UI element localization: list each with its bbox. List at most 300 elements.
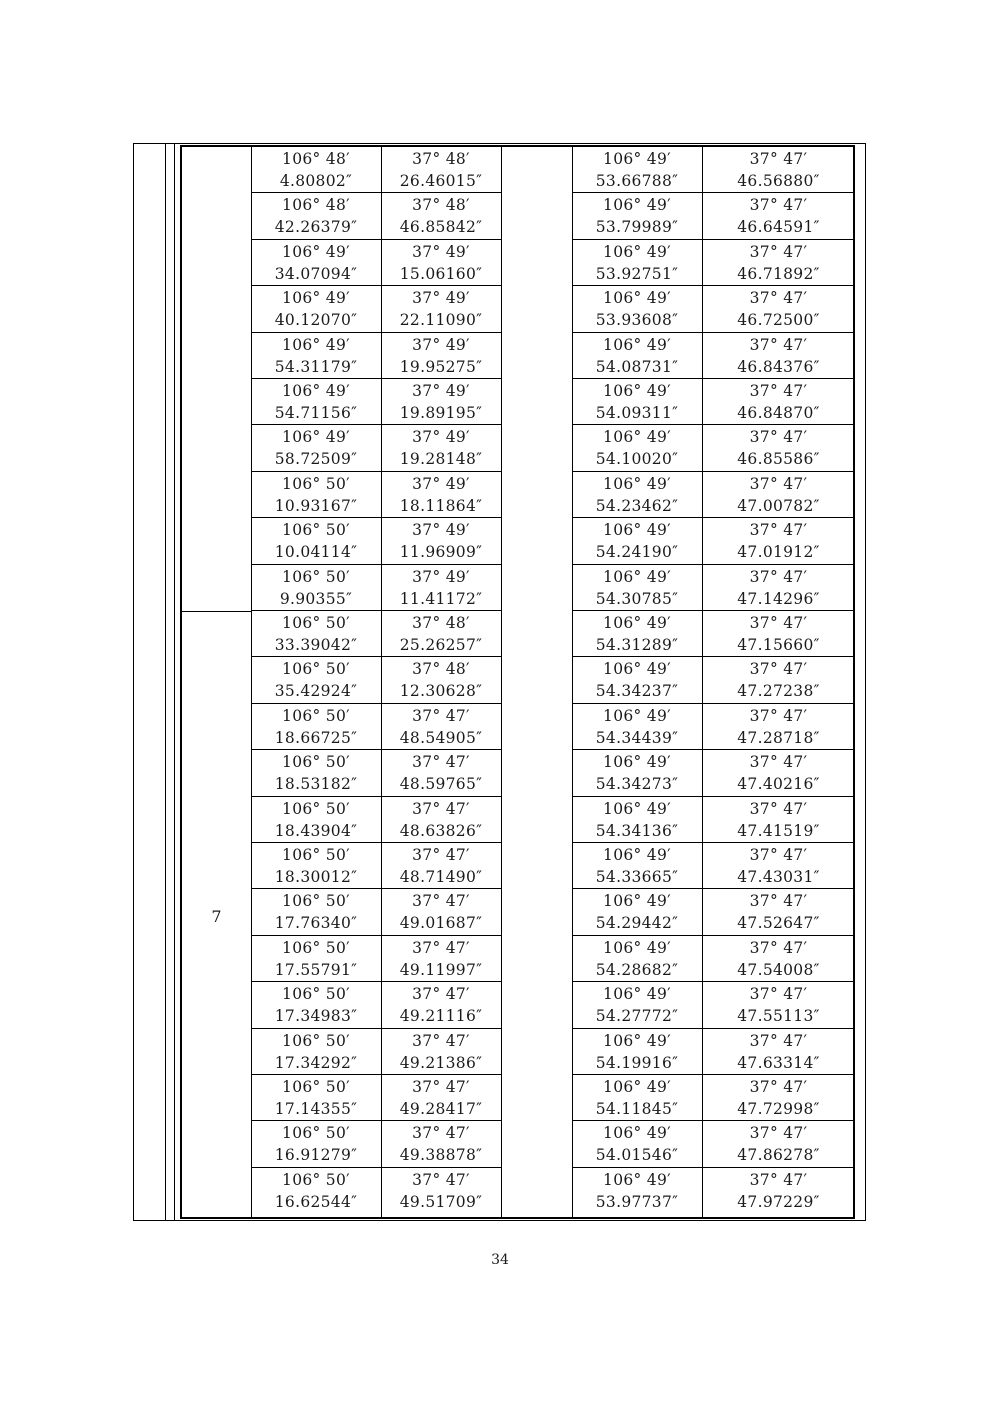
- degrees-minutes: 106° 50′: [282, 1031, 350, 1050]
- coordinate-cell: [381, 1168, 501, 1214]
- degrees-minutes: 106° 49′: [603, 892, 671, 911]
- seconds: 9.90355″: [279, 589, 353, 608]
- coordinate-cell: [702, 843, 855, 889]
- seconds: 47.27238″: [737, 682, 820, 701]
- degrees-minutes: 106° 50′: [282, 567, 350, 586]
- coordinate-cell: [702, 889, 855, 935]
- coordinate-cell: [572, 240, 702, 286]
- coordinate-cell: [702, 1168, 855, 1214]
- degrees-minutes: 37° 47′: [412, 1031, 470, 1050]
- degrees-minutes: 106° 49′: [603, 706, 671, 725]
- seconds: 40.12070″: [274, 311, 358, 330]
- coordinate-cell: [702, 518, 855, 564]
- degrees-minutes: 37° 47′: [749, 614, 808, 632]
- coordinate-cell: [381, 425, 501, 471]
- coordinate-cell: [381, 518, 501, 564]
- degrees-minutes: 106° 49′: [603, 985, 671, 1004]
- coordinate-cell: [572, 286, 702, 332]
- degrees-minutes: 37° 49′: [412, 335, 470, 354]
- coordinate-cell: [381, 704, 501, 750]
- coordinate-cell: [702, 147, 855, 193]
- degrees-minutes: 106° 50′: [282, 1170, 350, 1189]
- degrees-minutes: 106° 49′: [603, 474, 671, 493]
- coordinate-cell: [251, 750, 381, 796]
- degrees-minutes: 37° 47′: [412, 1124, 470, 1143]
- seconds: 35.42924″: [274, 682, 358, 701]
- seconds: 19.95275″: [399, 357, 483, 376]
- coordinate-cell: [702, 704, 855, 750]
- coordinate-cell: [702, 982, 855, 1028]
- seconds: 47.28718″: [737, 728, 820, 747]
- degrees-minutes: 106° 50′: [282, 614, 350, 632]
- table-row: [251, 889, 855, 935]
- coordinate-cell: [572, 843, 702, 889]
- seconds: 53.66788″: [595, 172, 679, 190]
- degrees-minutes: 106° 49′: [603, 335, 671, 354]
- degrees-minutes: 37° 47′: [749, 242, 808, 261]
- coordinate-cell: [251, 843, 381, 889]
- degrees-minutes: 106° 50′: [282, 521, 350, 540]
- coordinate-cell: [702, 797, 855, 843]
- seconds: 46.64591″: [737, 218, 820, 237]
- seconds: 49.11997″: [399, 960, 483, 979]
- coordinate-table: [180, 145, 855, 1219]
- degrees-minutes: 37° 47′: [749, 382, 808, 400]
- table-row: [251, 1168, 855, 1214]
- coordinate-cell: [572, 797, 702, 843]
- coordinate-cell: [572, 565, 702, 611]
- degrees-minutes: 37° 47′: [749, 660, 808, 679]
- seconds: 54.24190″: [595, 543, 679, 562]
- coordinate-cell: [381, 657, 501, 703]
- coordinate-cell: [381, 889, 501, 935]
- degrees-minutes: 106° 50′: [282, 799, 350, 818]
- seconds: 19.89195″: [399, 404, 483, 422]
- coordinate-cell: [251, 286, 381, 332]
- seconds: 49.21116″: [399, 1007, 483, 1026]
- seconds: 46.84870″: [737, 404, 820, 422]
- seconds: 54.30785″: [595, 589, 679, 608]
- degrees-minutes: 106° 49′: [603, 938, 671, 957]
- seconds: 47.63314″: [737, 1053, 820, 1072]
- seconds: 53.97737″: [595, 1192, 679, 1211]
- seconds: 54.28682″: [595, 960, 679, 979]
- seconds: 54.31179″: [274, 357, 358, 376]
- seconds: 17.76340″: [274, 914, 358, 933]
- table-row: [251, 982, 855, 1028]
- degrees-minutes: 37° 48′: [412, 614, 470, 632]
- degrees-minutes: 37° 48′: [412, 150, 470, 168]
- coordinate-cell: [251, 1029, 381, 1075]
- coordinate-cell: [251, 704, 381, 750]
- coordinate-cell: [251, 1075, 381, 1121]
- degrees-minutes: 106° 49′: [603, 1078, 671, 1096]
- seconds: 19.28148″: [399, 450, 483, 469]
- seconds: 22.11090″: [399, 311, 483, 330]
- seconds: 17.55791″: [274, 960, 358, 979]
- degrees-minutes: 37° 47′: [749, 938, 808, 957]
- seconds: 54.11845″: [595, 1100, 679, 1118]
- degrees-minutes: 106° 50′: [282, 660, 350, 679]
- coordinate-cell: [702, 286, 855, 332]
- seconds: 49.28417″: [399, 1100, 483, 1118]
- seconds: 49.38878″: [399, 1146, 483, 1165]
- coordinate-cell: [381, 147, 501, 193]
- table-row: [251, 518, 855, 564]
- seconds: 48.54905″: [399, 728, 483, 747]
- degrees-minutes: 106° 50′: [282, 474, 350, 493]
- degrees-minutes: 37° 47′: [749, 1031, 808, 1050]
- degrees-minutes: 37° 47′: [749, 150, 808, 168]
- table-row: [251, 1121, 855, 1167]
- degrees-minutes: 37° 47′: [412, 892, 470, 911]
- seconds: 47.72998″: [737, 1100, 820, 1118]
- coordinate-cell: [381, 936, 501, 982]
- table-row: [251, 565, 855, 611]
- degrees-minutes: 37° 47′: [749, 1078, 808, 1096]
- degrees-minutes: 106° 50′: [282, 1078, 350, 1096]
- coordinate-cell: [381, 982, 501, 1028]
- coordinate-cell: [702, 936, 855, 982]
- degrees-minutes: 106° 49′: [603, 846, 671, 864]
- coordinate-cell: [572, 611, 702, 657]
- degrees-minutes: 106° 50′: [282, 706, 350, 725]
- coordinate-cell: [702, 1121, 855, 1167]
- degrees-minutes: 37° 47′: [749, 196, 808, 215]
- degrees-minutes: 106° 49′: [603, 799, 671, 818]
- seconds: 4.80802″: [279, 172, 353, 190]
- degrees-minutes: 106° 49′: [603, 753, 671, 772]
- seconds: 47.01912″: [737, 543, 820, 562]
- seconds: 54.29442″: [595, 914, 679, 933]
- table-row: [251, 1075, 855, 1121]
- degrees-minutes: 106° 49′: [282, 289, 350, 308]
- degrees-minutes: 37° 47′: [749, 753, 808, 772]
- coordinate-cell: [572, 379, 702, 425]
- coordinate-cell: [572, 518, 702, 564]
- coordinate-cell: [702, 425, 855, 471]
- group-separator: [182, 611, 251, 612]
- degrees-minutes: 106° 50′: [282, 985, 350, 1004]
- coordinate-cell: [251, 147, 381, 193]
- degrees-minutes: 37° 47′: [412, 938, 470, 957]
- coordinate-cell: [381, 843, 501, 889]
- coordinate-cell: [251, 936, 381, 982]
- table-row: [251, 147, 855, 193]
- seconds: 11.41172″: [399, 589, 483, 608]
- degrees-minutes: 37° 47′: [412, 706, 470, 725]
- degrees-minutes: 37° 47′: [749, 892, 808, 911]
- seconds: 42.26379″: [274, 218, 358, 237]
- seconds: 47.40216″: [737, 775, 820, 794]
- seconds: 47.15660″: [737, 636, 820, 654]
- degrees-minutes: 37° 49′: [412, 474, 470, 493]
- degrees-minutes: 37° 47′: [412, 1078, 470, 1096]
- degrees-minutes: 106° 49′: [603, 567, 671, 586]
- coordinate-cell: [251, 1168, 381, 1214]
- seconds: 46.84376″: [737, 357, 820, 376]
- seconds: 17.14355″: [274, 1100, 358, 1118]
- degrees-minutes: 37° 47′: [749, 474, 808, 493]
- degrees-minutes: 106° 49′: [603, 660, 671, 679]
- seconds: 54.19916″: [595, 1053, 679, 1072]
- seconds: 25.26257″: [399, 636, 483, 654]
- degrees-minutes: 37° 47′: [749, 521, 808, 540]
- coordinate-cell: [572, 147, 702, 193]
- seconds: 47.41519″: [737, 821, 820, 840]
- seconds: 10.93167″: [274, 496, 358, 515]
- seconds: 46.85842″: [399, 218, 483, 237]
- seconds: 46.72500″: [737, 311, 820, 330]
- coordinate-cell: [381, 379, 501, 425]
- degrees-minutes: 106° 49′: [603, 428, 671, 447]
- seconds: 46.56880″: [737, 172, 820, 190]
- coordinate-cell: [251, 379, 381, 425]
- degrees-minutes: 106° 49′: [603, 1124, 671, 1143]
- seconds: 48.71490″: [399, 868, 483, 886]
- seconds: 18.43904″: [274, 821, 358, 840]
- coordinate-cell: [381, 240, 501, 286]
- seconds: 15.06160″: [399, 264, 483, 283]
- table-row: [251, 750, 855, 796]
- seconds: 26.46015″: [399, 172, 483, 190]
- coordinate-cell: [251, 472, 381, 518]
- table-row: [251, 333, 855, 379]
- seconds: 54.34273″: [595, 775, 679, 794]
- seconds: 53.92751″: [595, 264, 679, 283]
- seconds: 47.55113″: [737, 1007, 820, 1026]
- table-row: [251, 286, 855, 332]
- degrees-minutes: 37° 49′: [412, 428, 470, 447]
- degrees-minutes: 106° 50′: [282, 753, 350, 772]
- coordinate-cell: [381, 333, 501, 379]
- coordinate-cell: [251, 565, 381, 611]
- seconds: 49.01687″: [399, 914, 483, 933]
- table-row: [251, 1029, 855, 1075]
- degrees-minutes: 106° 49′: [603, 196, 671, 215]
- table-row: [251, 193, 855, 239]
- coordinate-cell: [251, 425, 381, 471]
- table-row: [251, 611, 855, 657]
- coordinate-cell: [381, 1075, 501, 1121]
- coordinate-cell: [702, 1075, 855, 1121]
- seconds: 54.23462″: [595, 496, 679, 515]
- coordinate-cell: [572, 936, 702, 982]
- seconds: 10.04114″: [274, 543, 358, 562]
- degrees-minutes: 37° 48′: [412, 660, 470, 679]
- seconds: 16.91279″: [274, 1146, 358, 1165]
- degrees-minutes: 37° 47′: [749, 289, 808, 308]
- degrees-minutes: 37° 48′: [412, 196, 470, 215]
- coordinate-cell: [702, 379, 855, 425]
- seconds: 54.34136″: [595, 821, 679, 840]
- seconds: 54.10020″: [595, 450, 679, 469]
- degrees-minutes: 106° 49′: [282, 242, 350, 261]
- seconds: 54.34439″: [595, 728, 679, 747]
- seconds: 18.66725″: [274, 728, 358, 747]
- coordinate-cell: [572, 193, 702, 239]
- degrees-minutes: 37° 47′: [412, 753, 470, 772]
- degrees-minutes: 37° 47′: [749, 428, 808, 447]
- seconds: 18.53182″: [274, 775, 358, 794]
- seconds: 46.85586″: [737, 450, 820, 469]
- seconds: 54.08731″: [595, 357, 679, 376]
- degrees-minutes: 37° 49′: [412, 242, 470, 261]
- coordinate-cell: [702, 193, 855, 239]
- coordinate-cell: [572, 1075, 702, 1121]
- coordinate-cell: [572, 425, 702, 471]
- seconds: 18.30012″: [274, 868, 358, 886]
- coordinate-cell: [251, 1121, 381, 1167]
- seconds: 47.97229″: [737, 1192, 820, 1211]
- seconds: 46.71892″: [737, 264, 820, 283]
- seconds: 33.39042″: [274, 636, 358, 654]
- degrees-minutes: 106° 50′: [282, 892, 350, 911]
- degrees-minutes: 106° 49′: [603, 289, 671, 308]
- degrees-minutes: 37° 47′: [749, 799, 808, 818]
- coordinate-cell: [251, 193, 381, 239]
- coordinate-cell: [381, 1121, 501, 1167]
- seconds: 47.86278″: [737, 1146, 820, 1165]
- coordinate-cell: [251, 657, 381, 703]
- degrees-minutes: 37° 47′: [412, 846, 470, 864]
- coordinate-cell: [702, 333, 855, 379]
- table-row: [251, 843, 855, 889]
- degrees-minutes: 37° 47′: [412, 985, 470, 1004]
- coordinate-cell: [251, 889, 381, 935]
- degrees-minutes: 37° 47′: [749, 706, 808, 725]
- coordinate-cell: [251, 333, 381, 379]
- table-row: [251, 379, 855, 425]
- degrees-minutes: 106° 49′: [603, 521, 671, 540]
- degrees-minutes: 106° 49′: [603, 1031, 671, 1050]
- seconds: 17.34983″: [274, 1007, 358, 1026]
- coordinate-cell: [381, 472, 501, 518]
- coordinate-cell: [381, 565, 501, 611]
- coordinate-cell: [572, 750, 702, 796]
- seconds: 54.27772″: [595, 1007, 679, 1026]
- coordinate-cell: [251, 982, 381, 1028]
- degrees-minutes: 37° 47′: [412, 799, 470, 818]
- table-row: [251, 240, 855, 286]
- seconds: 48.59765″: [399, 775, 483, 794]
- coordinate-cell: [702, 565, 855, 611]
- seconds: 49.21386″: [399, 1053, 483, 1072]
- degrees-minutes: 106° 49′: [282, 335, 350, 354]
- seconds: 17.34292″: [274, 1053, 358, 1072]
- coordinate-cell: [251, 240, 381, 286]
- seconds: 54.31289″: [595, 636, 679, 654]
- degrees-minutes: 37° 47′: [749, 846, 808, 864]
- degrees-minutes: 106° 49′: [282, 428, 350, 447]
- degrees-minutes: 37° 49′: [412, 289, 470, 308]
- coordinate-cell: [702, 657, 855, 703]
- coordinate-cell: [381, 611, 501, 657]
- table-row: [251, 425, 855, 471]
- coordinate-cell: [381, 797, 501, 843]
- coordinate-cell: [251, 611, 381, 657]
- seconds: 54.71156″: [274, 404, 358, 422]
- degrees-minutes: 106° 49′: [282, 382, 350, 400]
- degrees-minutes: 106° 50′: [282, 1124, 350, 1143]
- coordinate-cell: [251, 797, 381, 843]
- seconds: 18.11864″: [399, 496, 483, 515]
- seconds: 53.93608″: [595, 311, 679, 330]
- table-row: [251, 704, 855, 750]
- seconds: 34.07094″: [274, 264, 358, 283]
- degrees-minutes: 37° 47′: [412, 1170, 470, 1189]
- degrees-minutes: 37° 49′: [412, 567, 470, 586]
- coordinate-cell: [702, 611, 855, 657]
- coordinate-cell: [381, 286, 501, 332]
- degrees-minutes: 37° 47′: [749, 335, 808, 354]
- degrees-minutes: 37° 49′: [412, 521, 470, 540]
- table-row: [251, 472, 855, 518]
- seconds: 12.30628″: [399, 682, 483, 701]
- seconds: 54.34237″: [595, 682, 679, 701]
- table-row: [251, 797, 855, 843]
- outer-column-line: [165, 143, 166, 1221]
- seconds: 58.72509″: [274, 450, 358, 469]
- coordinate-cell: [572, 333, 702, 379]
- coordinate-cell: [572, 704, 702, 750]
- coordinate-cell: [702, 750, 855, 796]
- degrees-minutes: 106° 49′: [603, 1170, 671, 1189]
- coordinate-cell: [381, 750, 501, 796]
- degrees-minutes: 106° 50′: [282, 846, 350, 864]
- degrees-minutes: 37° 47′: [749, 985, 808, 1004]
- table-row: [251, 936, 855, 982]
- coordinate-cell: [572, 1168, 702, 1214]
- seconds: 54.33665″: [595, 868, 679, 886]
- outer-column-line: [174, 143, 175, 1221]
- degrees-minutes: 106° 49′: [603, 150, 671, 168]
- degrees-minutes: 37° 47′: [749, 1170, 808, 1189]
- seconds: 47.00782″: [737, 496, 820, 515]
- coordinate-cell: [572, 657, 702, 703]
- degrees-minutes: 37° 47′: [749, 567, 808, 586]
- coordinate-cell: [702, 472, 855, 518]
- degrees-minutes: 37° 47′: [749, 1124, 808, 1143]
- seconds: 47.52647″: [737, 914, 820, 933]
- seconds: 47.14296″: [737, 589, 820, 608]
- coordinate-cell: [702, 240, 855, 286]
- coordinate-cell: [381, 1029, 501, 1075]
- group-label: 7: [211, 907, 222, 926]
- seconds: 16.62544″: [274, 1192, 358, 1211]
- seconds: 47.43031″: [737, 868, 820, 886]
- seconds: 11.96909″: [399, 543, 483, 562]
- degrees-minutes: 106° 49′: [603, 242, 671, 261]
- seconds: 49.51709″: [399, 1192, 483, 1211]
- coordinate-cell: [572, 1121, 702, 1167]
- seconds: 54.01546″: [595, 1146, 679, 1165]
- seconds: 54.09311″: [595, 404, 679, 422]
- degrees-minutes: 106° 49′: [603, 382, 671, 400]
- coordinate-cell: [251, 518, 381, 564]
- degrees-minutes: 106° 48′: [282, 196, 350, 215]
- seconds: 48.63826″: [399, 821, 483, 840]
- seconds: 53.79989″: [595, 218, 679, 237]
- coordinate-cell: [381, 193, 501, 239]
- degrees-minutes: 106° 50′: [282, 938, 350, 957]
- coordinate-cell: [572, 889, 702, 935]
- degrees-minutes: 106° 48′: [282, 150, 350, 168]
- degrees-minutes: 106° 49′: [603, 614, 671, 632]
- coordinate-cell: [572, 982, 702, 1028]
- coordinate-cell: [572, 1029, 702, 1075]
- coordinate-cell: [572, 472, 702, 518]
